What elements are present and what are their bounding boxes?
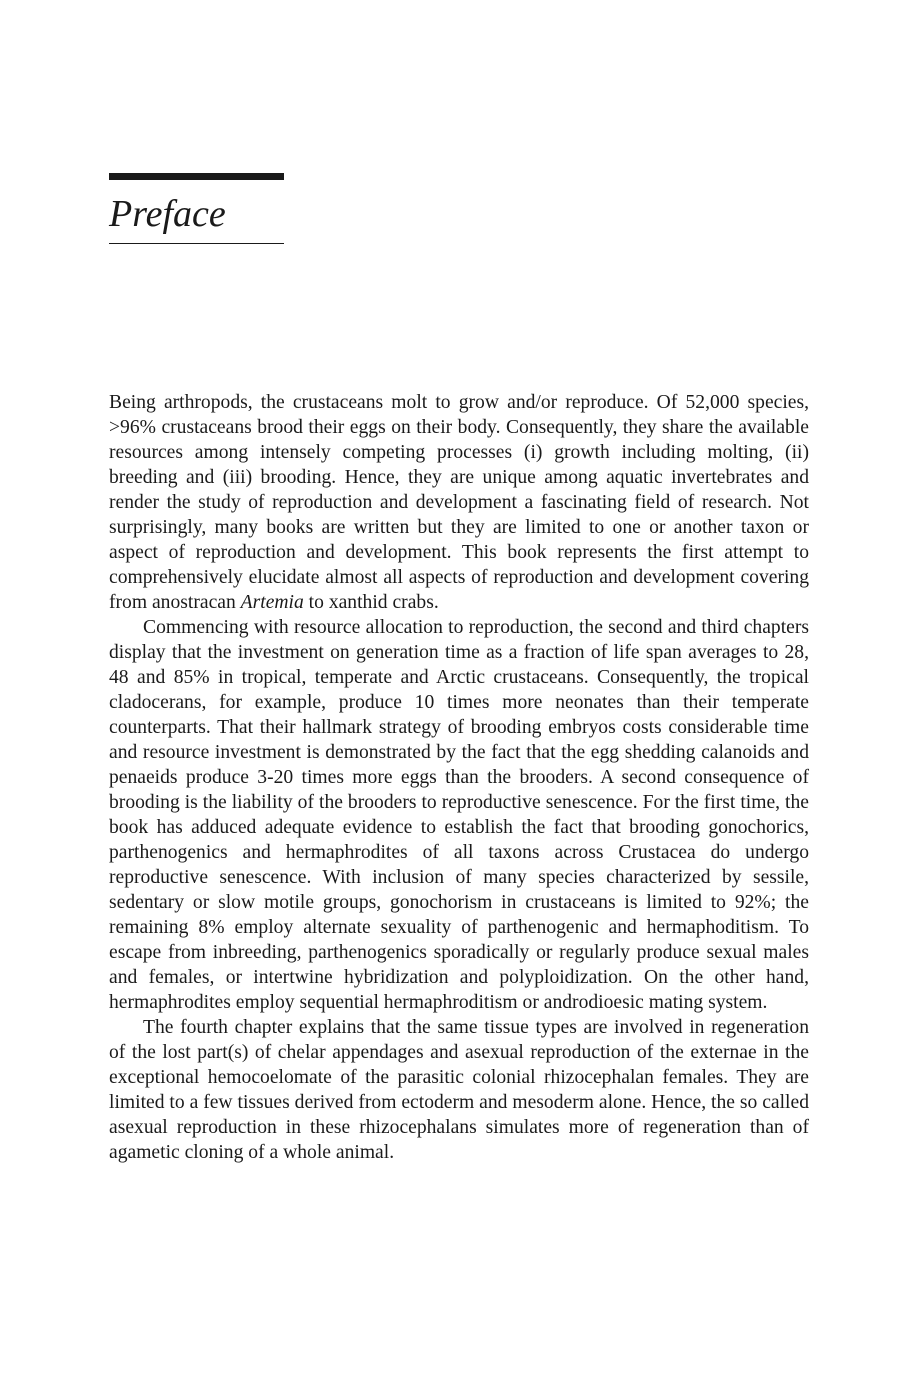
paragraph-1-text-before: Being arthropods, the crustaceans molt to grow and/or reproduce. Of 52,000 species, >96% crustaceans brood their eggs on their body. Consequently, they share the available resources among intensely competing processes (i) growth including molting, (ii) breeding and (iii) brooding. Hence, they are unique among aquatic invertebrates and render the study of reproduction and development a fascinating field of research. Not surprisingly, many books are written but they are limited to one or another taxon or aspect of reproduction and development. This book represents the first attempt to comprehensively elucidate almost all aspects of reproduction and development covering from anostracan [109,392,809,613]
body-text [109,390,809,1165]
title-top-rule [109,173,284,180]
paragraph-3: The fourth chapter explains that the same tissue types are involved in regeneration of the lost part(s) of chelar appendages and asexual reproduction of the externae in the exceptional hemocoelomate of the parasitic colonial rhizocephalan females. They are limited to a few tissues derived from ectoderm and mesoderm alone. Hence, the so called asexual reproduction in these rhizocephalans simulates more of regeneration than of agametic cloning of a whole animal. [109,1017,809,1163]
paragraph-2: Commencing with resource allocation to reproduction, the second and third chapters display that the investment on generation time as a fraction of life span averages to 28, 48 and 85% in tropical, temperate and Arctic crustaceans. Consequently, the tropical cladocerans, for example, produce 10 times more neonates than their temperate counterparts. That their hallmark strategy of brooding embryos costs considerable time and resource investment is demonstrated by the fact that the egg shedding calanoids and penaeids produce 3-20 times more eggs than the brooders. A second consequence of brooding is the liability of the brooders to reproductive senescence. For the first time, the book has adduced adequate evidence to establish the fact that brooding gonochorics, parthenogenics and hermaphrodites of all taxons across Crustacea do undergo reproductive senescence. With inclusion of many species characterized by sessile, sedentary or slow motile groups, gonochorism in crustaceans is limited to 92%; the remaining 8% employ alternate sexuality of parthenogenic and hermaphoditism. To escape from inbreeding, parthenogenics sporadically or regularly produce sexual males and females, or intertwine hybridization and polyploidization. On the other hand, hermaphrodites employ sequential hermaphroditism or androdioesic mating system. [109,617,809,1013]
title-bottom-rule [109,243,284,244]
paragraph-1-italic-term: Artemia [240,592,304,613]
page-title: Preface [109,193,226,235]
paragraph-1 [109,390,809,615]
paragraph-1-text-after: to xanthid crabs. [303,592,439,613]
heading-block [109,173,284,244]
